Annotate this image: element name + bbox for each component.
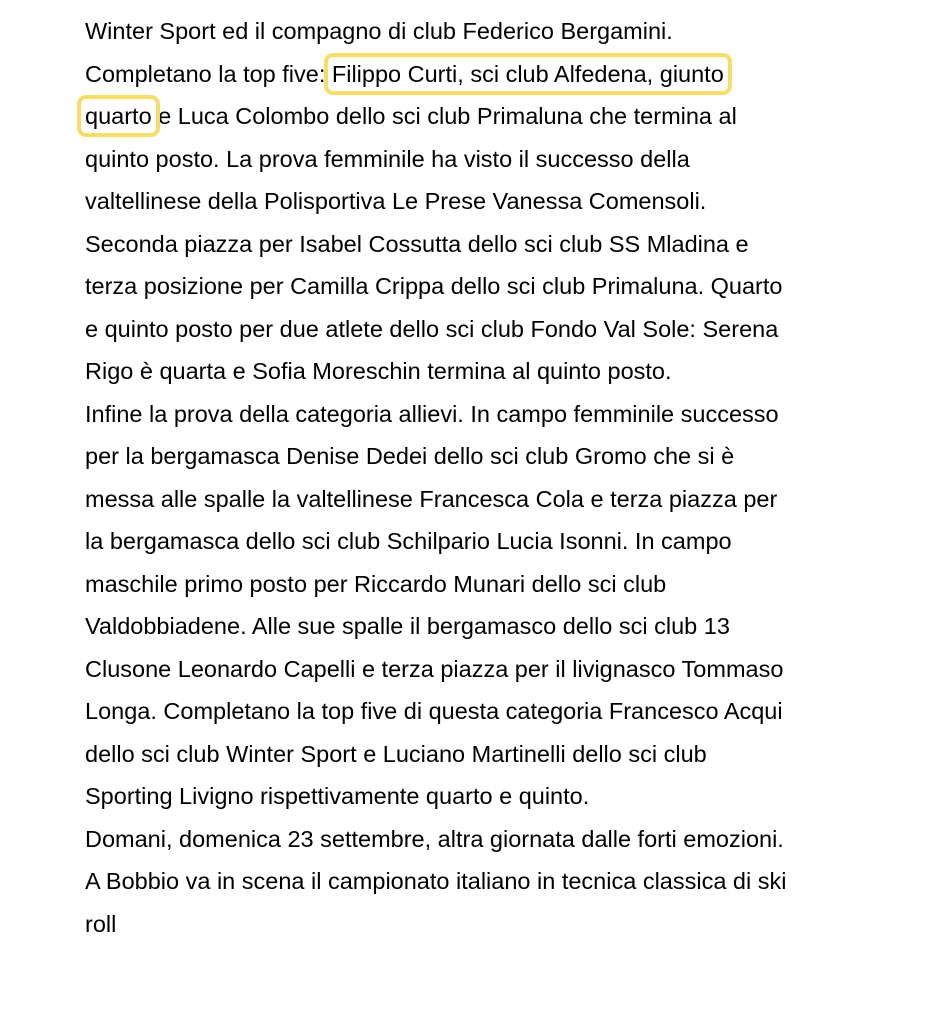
text-line: la bergamasca dello sci club Schilpario Lucia Isonni. In campo — [85, 528, 732, 554]
highlighted-text: quarto — [85, 103, 152, 129]
text-line: maschile primo posto per Riccardo Munari dello sci club — [85, 570, 667, 597]
text-line — [85, 95, 895, 138]
text-line: quinto posto. La prova femminile ha visto il successo della — [85, 145, 690, 172]
text-line — [85, 53, 895, 96]
text-line: Domani, domenica 23 settembre, altra giornata dalle forti emozioni. — [85, 825, 784, 852]
text-line: Rigo è quarta e Sofia Moreschin termina al quinto posto. — [85, 358, 672, 384]
text-line: Sporting Livigno rispettivamente quarto e quinto. — [85, 783, 590, 809]
text-line: messa alle spalle la valtellinese Francesca Cola e terza piazza per — [85, 485, 778, 512]
text-line: A Bobbio va in scena il campionato italiano in tecnica classica di ski — [85, 868, 787, 894]
text-segment: e Luca Colombo dello sci club Primaluna che termina al — [151, 103, 737, 129]
text-line: Longa. Completano la top five di questa categoria Francesco Acqui — [85, 698, 783, 724]
text-line: roll — [85, 910, 117, 937]
text-segment: Completano la top five: — [85, 60, 332, 87]
text-line: Seconda piazza per Isabel Cossutta dello sci club SS Mladina e — [85, 230, 749, 257]
text-line: per la bergamasca Denise Dedei dello sci club Gromo che si è — [85, 443, 735, 469]
article-body — [85, 10, 895, 945]
text-line: Infine la prova della categoria allievi. In campo femminile successo — [85, 400, 779, 427]
text-line: dello sci club Winter Sport e Luciano Martinelli dello sci club — [85, 740, 707, 767]
text-line: terza posizione per Camilla Crippa dello sci club Primaluna. Quarto — [85, 273, 783, 299]
text-line: Clusone Leonardo Capelli e terza piazza per il livignasco Tommaso — [85, 655, 784, 682]
text-line: e quinto posto per due atlete dello sci club Fondo Val Sole: Serena — [85, 315, 779, 342]
text-line: Valdobbiadene. Alle sue spalle il bergamasco dello sci club 13 — [85, 613, 730, 639]
highlighted-text: Filippo Curti, sci club Alfedena, giunto — [331, 60, 724, 87]
text-line: valtellinese della Polisportiva Le Prese Vanessa Comensoli. — [85, 188, 707, 214]
text-line: Winter Sport ed il compagno di club Federico Bergamini. — [85, 18, 673, 44]
